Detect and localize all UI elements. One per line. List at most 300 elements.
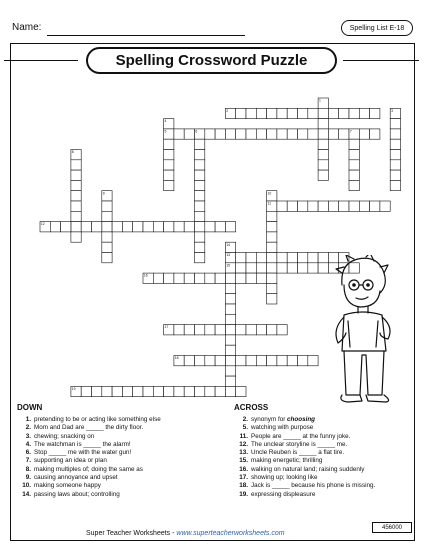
crossword-cell[interactable]	[225, 304, 235, 314]
crossword-cell[interactable]	[184, 129, 194, 139]
down-clue	[17, 491, 161, 499]
clue-text-part: making multiples of; doing the same as	[34, 465, 143, 473]
crossword-cell[interactable]	[195, 386, 205, 396]
crossword-cell[interactable]	[195, 253, 205, 263]
crossword-cell[interactable]	[390, 129, 400, 139]
crossword-cell[interactable]	[267, 294, 277, 304]
clue-text	[251, 491, 315, 499]
clue-text-part: pretending to be or acting like something else	[34, 416, 161, 423]
clue-text-part: synonym for	[251, 416, 288, 423]
crossword-cell[interactable]	[92, 386, 102, 396]
footer-brand: Super Teacher Worksheets	[86, 530, 171, 537]
crossword-cell[interactable]	[102, 253, 112, 263]
crossword-cell[interactable]	[236, 386, 246, 396]
crossword-cell[interactable]	[205, 356, 215, 366]
crossword-cell[interactable]	[164, 160, 174, 170]
crossword-cell[interactable]	[164, 139, 174, 149]
clue-number: 7.	[25, 457, 31, 465]
crossword-cell[interactable]	[277, 356, 287, 366]
crossword-cell-number: 10	[267, 191, 272, 196]
clue-text	[34, 491, 120, 499]
crossword-cell[interactable]	[267, 325, 277, 335]
crossword-cell[interactable]	[339, 108, 349, 118]
crossword-cell[interactable]	[359, 201, 369, 211]
crossword-cell[interactable]	[184, 273, 194, 283]
crossword-cell[interactable]	[71, 232, 81, 242]
clue-text	[34, 466, 143, 474]
clue-text	[34, 449, 131, 457]
crossword-cell[interactable]	[298, 108, 308, 118]
crossword-cell[interactable]	[102, 211, 112, 221]
crossword-cell-number: 12	[40, 222, 45, 227]
crossword-cell-number: 9	[102, 191, 105, 196]
crossword-cell[interactable]	[195, 160, 205, 170]
crossword-cell[interactable]	[205, 386, 215, 396]
crossword-cell[interactable]	[308, 129, 318, 139]
clue-number: 13.	[239, 449, 248, 457]
crossword-cell[interactable]	[236, 108, 246, 118]
crossword-cell[interactable]	[370, 108, 380, 118]
crossword-cell[interactable]	[359, 108, 369, 118]
crossword-cell[interactable]	[215, 386, 225, 396]
crossword-cell[interactable]	[308, 108, 318, 118]
clue-text	[34, 441, 131, 449]
crossword-cell[interactable]	[287, 263, 297, 273]
crossword-cell[interactable]	[390, 170, 400, 180]
crossword-cell[interactable]	[205, 273, 215, 283]
clue-text	[34, 482, 101, 490]
clue-text	[34, 474, 118, 482]
across-clues	[234, 403, 375, 499]
crossword-cell[interactable]	[184, 386, 194, 396]
crossword-cell[interactable]	[164, 150, 174, 160]
crossword-cell[interactable]	[195, 139, 205, 149]
crossword-cell[interactable]	[298, 356, 308, 366]
clue-text	[251, 457, 322, 465]
crossword-cell[interactable]	[298, 253, 308, 263]
footer	[86, 530, 285, 537]
crossword-cell[interactable]	[390, 139, 400, 149]
crossword-cell[interactable]	[195, 150, 205, 160]
clue-text-part: Mom and Dad are _____ the dirty floor.	[34, 424, 144, 432]
clue-text-part: supporting an idea or plan	[34, 457, 107, 465]
crossword-cell[interactable]	[267, 356, 277, 366]
clue-text	[251, 416, 315, 424]
crossword-cell[interactable]	[256, 356, 266, 366]
clue-number: 1.	[25, 416, 31, 423]
crossword-cell[interactable]	[71, 201, 81, 211]
crossword-cell[interactable]	[184, 325, 194, 335]
crossword-cell[interactable]	[246, 325, 256, 335]
clue-number: 19.	[239, 490, 248, 498]
crossword-cell-number: 18	[174, 356, 179, 361]
crossword-cell[interactable]	[225, 345, 235, 355]
clue-text	[251, 482, 375, 490]
clue-text	[251, 441, 347, 449]
crossword-cell[interactable]	[236, 273, 246, 283]
crossword-cell[interactable]	[236, 263, 246, 273]
crossword-cell[interactable]	[164, 273, 174, 283]
name-label: Name:	[12, 22, 42, 33]
crossword-cell[interactable]	[174, 386, 184, 396]
crossword-cell[interactable]	[225, 356, 235, 366]
crossword-cell[interactable]	[102, 242, 112, 252]
crossword-cell[interactable]	[246, 356, 256, 366]
crossword-cell-number: 1	[319, 98, 321, 103]
down-clue	[17, 482, 161, 490]
crossword-cell[interactable]	[246, 129, 256, 139]
crossword-cell[interactable]	[328, 129, 338, 139]
crossword-cell[interactable]	[102, 222, 112, 232]
clue-text-part: walking on natural land; raising suddenly	[251, 465, 365, 473]
crossword-cell-number: 17	[164, 325, 169, 330]
clue-number: 3.	[25, 432, 31, 440]
across-clue	[234, 457, 375, 465]
crossword-cell[interactable]	[318, 201, 328, 211]
spelling-list-badge: Spelling List E-18	[341, 20, 413, 36]
crossword-cell[interactable]	[256, 325, 266, 335]
clue-emphasis: choosing	[287, 416, 316, 423]
clue-text	[251, 474, 318, 482]
crossword-cell[interactable]	[277, 108, 287, 118]
crossword-cell[interactable]	[50, 222, 60, 232]
across-clue	[234, 441, 375, 449]
clue-text-part: chewing; snacking on	[34, 432, 95, 440]
crossword-cell-number: 6	[195, 129, 198, 134]
crossword-cell[interactable]	[267, 253, 277, 263]
crossword-cell[interactable]	[225, 366, 235, 376]
across-clue	[234, 449, 375, 457]
crossword-cell[interactable]	[205, 222, 215, 232]
clue-text-part: causing annoyance and upset	[34, 474, 118, 482]
crossword-cell[interactable]	[308, 253, 318, 263]
across-clue	[234, 416, 375, 424]
crossword-cell[interactable]	[256, 263, 266, 273]
crossword-cell[interactable]	[349, 180, 359, 190]
crossword-cell[interactable]	[225, 283, 235, 293]
crossword-cell[interactable]	[112, 222, 122, 232]
crossword-cell[interactable]	[184, 356, 194, 366]
crossword-cell[interactable]	[349, 201, 359, 211]
crossword-cell[interactable]	[174, 273, 184, 283]
down-clue	[17, 457, 161, 465]
page-title: Spelling Crossword Puzzle	[86, 47, 337, 74]
crossword-cell[interactable]	[267, 273, 277, 283]
crossword-cell[interactable]	[195, 201, 205, 211]
crossword-cell[interactable]	[339, 201, 349, 211]
crossword-cell[interactable]	[71, 211, 81, 221]
clue-text-part: Jack is _____ because his phone is missing.	[251, 482, 376, 490]
crossword-cell[interactable]	[71, 170, 81, 180]
down-clue	[17, 433, 161, 441]
crossword-cell[interactable]	[153, 222, 163, 232]
crossword-cell[interactable]	[390, 150, 400, 160]
crossword-cell[interactable]	[81, 222, 91, 232]
clue-number: 10.	[22, 482, 31, 490]
crossword-cell[interactable]	[102, 386, 112, 396]
clue-text-part: making someone happy	[34, 482, 101, 490]
clue-text	[251, 424, 313, 432]
crossword-cell[interactable]	[143, 222, 153, 232]
across-clue	[234, 482, 375, 490]
crossword-cell[interactable]	[267, 263, 277, 273]
crossword-cell[interactable]	[102, 201, 112, 211]
clue-text-part: The watchman is _____ the alarm!	[34, 440, 131, 448]
clue-number: 18.	[239, 482, 248, 490]
crossword-cell[interactable]	[225, 376, 235, 386]
crossword-cell[interactable]	[215, 222, 225, 232]
crossword-cell-number: 19	[71, 387, 76, 391]
clue-number: 8.	[25, 465, 31, 473]
crossword-cell-number: 5	[164, 129, 167, 134]
crossword-cell[interactable]	[195, 232, 205, 242]
clue-text-part: Stop _____ me with the water gun!	[34, 449, 132, 457]
crossword-cell[interactable]	[225, 325, 235, 335]
clue-number: 12.	[239, 440, 248, 448]
crossword-cell[interactable]	[328, 201, 338, 211]
crossword-cell[interactable]	[225, 294, 235, 304]
crossword-cell[interactable]	[267, 129, 277, 139]
crossword-cell[interactable]	[164, 386, 174, 396]
crossword-cell-number: 13	[226, 253, 231, 258]
clue-text-part: expressing displeasure	[251, 490, 316, 498]
crossword-cell[interactable]	[71, 191, 81, 201]
crossword-cell[interactable]	[277, 253, 287, 263]
crossword-cell[interactable]	[164, 222, 174, 232]
crossword-cell[interactable]	[143, 386, 153, 396]
crossword-cell[interactable]	[71, 180, 81, 190]
crossword-cell[interactable]	[246, 253, 256, 263]
crossword-cell[interactable]	[380, 201, 390, 211]
crossword-cell[interactable]	[225, 335, 235, 345]
across-heading: ACROSS	[234, 403, 269, 412]
crossword-cell[interactable]	[267, 232, 277, 242]
crossword-cell[interactable]	[256, 253, 266, 263]
clue-number: 4.	[25, 440, 31, 448]
crossword-cell[interactable]	[246, 273, 256, 283]
crossword-cell[interactable]	[122, 386, 132, 396]
across-clue	[234, 433, 375, 441]
down-clue	[17, 474, 161, 482]
crossword-cell[interactable]	[174, 129, 184, 139]
crossword-cell[interactable]	[184, 222, 194, 232]
crossword-cell[interactable]	[205, 325, 215, 335]
clue-number: 17.	[239, 474, 248, 482]
crossword-cell[interactable]	[236, 129, 246, 139]
crossword-cell-number: 3	[391, 108, 393, 113]
crossword-cell[interactable]	[195, 242, 205, 252]
crossword-cell[interactable]	[71, 222, 81, 232]
crossword-cell[interactable]	[195, 325, 205, 335]
crossword-cell[interactable]	[256, 108, 266, 118]
across-clue	[234, 474, 375, 482]
clue-number: 9.	[25, 474, 31, 482]
clue-text-part: Uncle Reuben is _____ a flat tire.	[251, 449, 345, 457]
clue-text-part: watching with purpose	[251, 424, 314, 432]
crossword-cell[interactable]	[225, 222, 235, 232]
clue-number: 16.	[239, 465, 248, 473]
crossword-cell[interactable]	[246, 108, 256, 118]
clue-number: 15.	[239, 457, 248, 465]
crossword-cell-number: 4	[164, 119, 167, 124]
crossword-cell[interactable]	[318, 139, 328, 149]
down-heading: DOWN	[17, 403, 43, 412]
crossword-cell-number: 14	[226, 242, 231, 247]
crossword-cell[interactable]	[195, 273, 205, 283]
crossword-cell[interactable]	[318, 150, 328, 160]
crossword-cell[interactable]	[298, 201, 308, 211]
crossword-cell[interactable]	[122, 222, 132, 232]
crossword-cell[interactable]	[267, 211, 277, 221]
clue-text-part: showing up; looking like	[251, 474, 318, 482]
crossword-cell[interactable]	[133, 386, 143, 396]
crossword-cell[interactable]	[308, 201, 318, 211]
crossword-cell[interactable]	[287, 356, 297, 366]
crossword-cell[interactable]	[133, 222, 143, 232]
crossword-cell[interactable]	[390, 119, 400, 129]
clue-text-part: making energetic; thrilling	[251, 457, 323, 465]
crossword-cell[interactable]	[308, 263, 318, 273]
crossword-cell[interactable]	[102, 232, 112, 242]
crossword-cell[interactable]	[205, 129, 215, 139]
clue-text	[34, 433, 94, 441]
crossword-cell[interactable]	[339, 129, 349, 139]
crossword-cell[interactable]	[349, 139, 359, 149]
clue-text	[251, 433, 350, 441]
crossword-cell[interactable]	[174, 325, 184, 335]
crossword-cell[interactable]	[318, 160, 328, 170]
crossword-cell[interactable]	[318, 129, 328, 139]
crossword-cell[interactable]	[349, 150, 359, 160]
crossword-cell[interactable]	[267, 108, 277, 118]
down-clue	[17, 441, 161, 449]
crossword-cell-number: 7	[349, 129, 352, 134]
crossword-cell[interactable]	[195, 191, 205, 201]
clue-text	[34, 416, 161, 424]
crossword-cell[interactable]	[236, 325, 246, 335]
cartoon-boy-illustration	[322, 255, 412, 405]
crossword-cell[interactable]	[370, 129, 380, 139]
crossword-cell[interactable]	[215, 325, 225, 335]
clue-text-part: People are _____ at the funny joke.	[251, 432, 351, 440]
crossword-cell[interactable]	[215, 129, 225, 139]
crossword-cell[interactable]	[236, 356, 246, 366]
crossword-cell[interactable]	[174, 222, 184, 232]
across-clue	[234, 424, 375, 432]
clue-number: 11.	[239, 432, 248, 440]
crossword-cell[interactable]	[328, 108, 338, 118]
crossword-cell[interactable]	[267, 242, 277, 252]
crossword-cell[interactable]	[390, 160, 400, 170]
crossword-cell[interactable]	[370, 201, 380, 211]
crossword-cell[interactable]	[195, 356, 205, 366]
crossword-cell[interactable]	[287, 108, 297, 118]
crossword-cell[interactable]	[359, 129, 369, 139]
crossword-cell[interactable]	[71, 160, 81, 170]
down-clue	[17, 466, 161, 474]
crossword-cell[interactable]	[153, 386, 163, 396]
down-clue	[17, 416, 161, 424]
clue-text-part: The unclear storyline is _____ me.	[251, 440, 348, 448]
crossword-cell[interactable]	[277, 201, 287, 211]
crossword-cell[interactable]	[195, 222, 205, 232]
crossword-cell[interactable]	[215, 273, 225, 283]
crossword-cell[interactable]	[112, 386, 122, 396]
crossword-cell[interactable]	[153, 273, 163, 283]
crossword-cell[interactable]	[287, 253, 297, 263]
crossword-cell[interactable]	[225, 386, 235, 396]
clue-number: 2.	[242, 416, 248, 423]
down-clues	[17, 403, 161, 499]
crossword-cell[interactable]	[318, 119, 328, 129]
down-clue	[17, 449, 161, 457]
crossword-cell[interactable]	[225, 273, 235, 283]
crossword-cell[interactable]	[287, 201, 297, 211]
crossword-cell[interactable]	[349, 160, 359, 170]
crossword-cell[interactable]	[225, 314, 235, 324]
crossword-cell[interactable]	[277, 129, 287, 139]
crossword-cell[interactable]	[81, 386, 91, 396]
across-clue	[234, 491, 375, 499]
crossword-cell[interactable]	[318, 108, 328, 118]
crossword-cell[interactable]	[164, 170, 174, 180]
crossword-cell[interactable]	[390, 180, 400, 190]
crossword-cell[interactable]	[256, 129, 266, 139]
footer-url-link[interactable]: www.superteacherworksheets.com	[176, 530, 285, 537]
clue-number: 6.	[25, 449, 31, 457]
clue-text	[34, 457, 107, 465]
crossword-cell[interactable]	[267, 222, 277, 232]
clue-text	[251, 449, 344, 457]
crossword-cell[interactable]	[287, 129, 297, 139]
crossword-cell[interactable]	[308, 356, 318, 366]
footer-separator: -	[170, 530, 177, 537]
clue-text-part: passing laws about; controlling	[34, 490, 120, 498]
crossword-cell[interactable]	[318, 170, 328, 180]
crossword-cell-number: 15	[226, 263, 231, 268]
clue-text	[251, 466, 364, 474]
crossword-cell[interactable]	[195, 211, 205, 221]
worksheet-code: 456000	[372, 522, 412, 533]
crossword-cell[interactable]	[298, 263, 308, 273]
crossword-cell[interactable]	[195, 180, 205, 190]
crossword-cell[interactable]	[215, 356, 225, 366]
clue-number: 5.	[242, 424, 248, 432]
crossword-cell[interactable]	[349, 170, 359, 180]
crossword-cell-number: 2	[226, 108, 229, 113]
crossword-cell-number: 8	[71, 150, 74, 155]
crossword-cell[interactable]	[277, 263, 287, 273]
clue-number: 14.	[22, 490, 31, 498]
clue-text	[34, 424, 143, 432]
crossword-cell-number: 16	[143, 273, 148, 278]
crossword-cell[interactable]	[61, 222, 71, 232]
crossword-cell[interactable]	[236, 253, 246, 263]
crossword-cell[interactable]	[267, 283, 277, 293]
crossword-cell[interactable]	[225, 129, 235, 139]
crossword-cell[interactable]	[298, 129, 308, 139]
crossword-cell[interactable]	[256, 273, 266, 283]
crossword-cell[interactable]	[246, 263, 256, 273]
crossword-cell[interactable]	[349, 108, 359, 118]
clue-number: 2.	[25, 424, 31, 432]
crossword-cell[interactable]	[277, 325, 287, 335]
crossword-cell[interactable]	[195, 170, 205, 180]
crossword-cell-number: 11	[267, 201, 272, 206]
crossword-cell[interactable]	[92, 222, 102, 232]
across-clue	[234, 466, 375, 474]
crossword-cell[interactable]	[164, 180, 174, 190]
